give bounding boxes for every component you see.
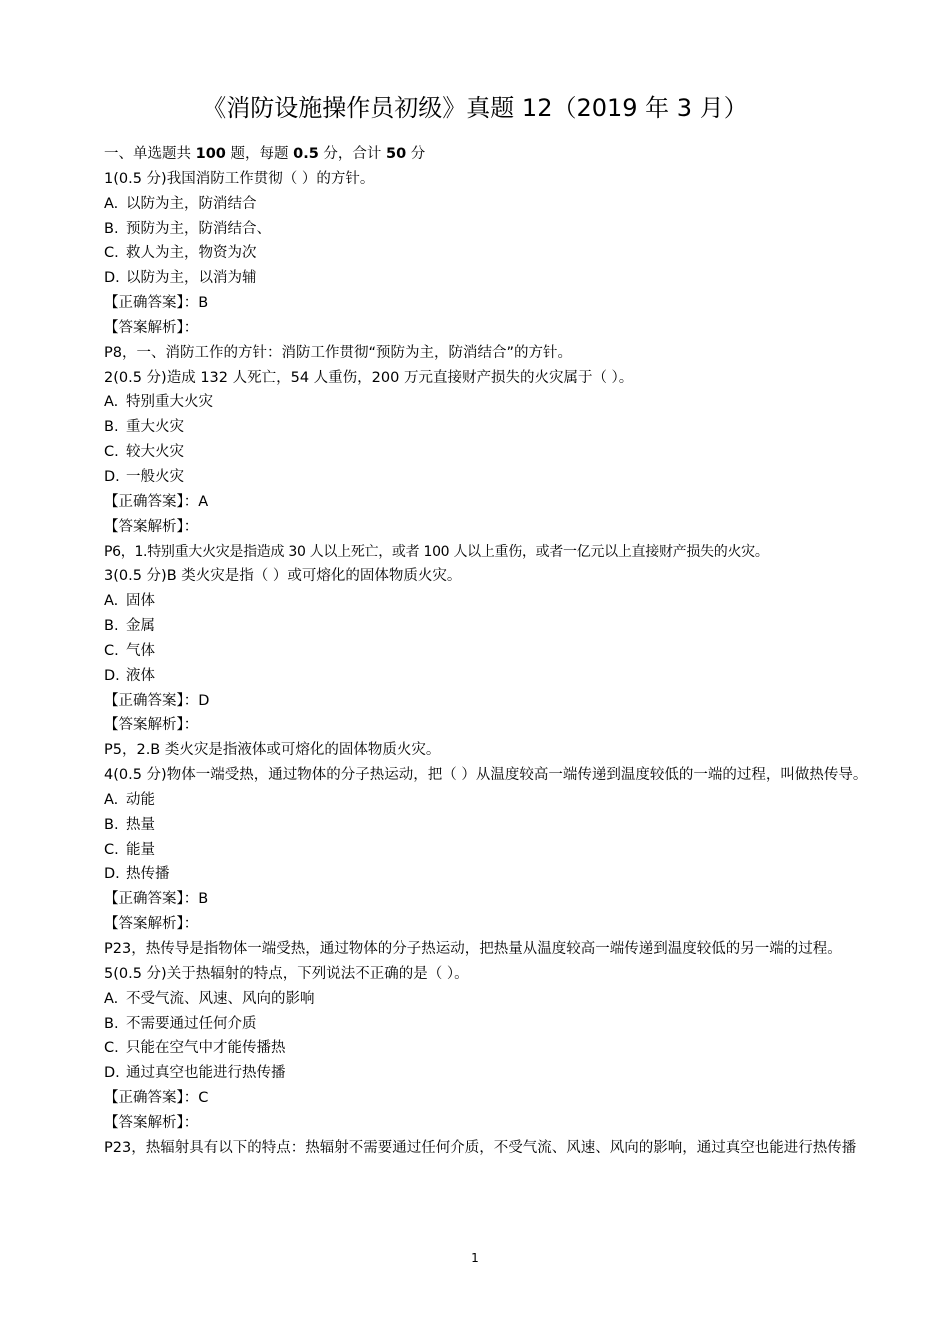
analysis-label: 【答案解析】：	[104, 916, 199, 933]
document-body	[104, 142, 880, 1161]
option-a: A. 以防为主，防消结合	[104, 195, 257, 212]
option-b: B. 不需要通过任何介质	[104, 1015, 257, 1032]
section-header: 一、单选题共 100 题，每题 0.5 分，合计 50 分	[104, 146, 426, 162]
analysis-label: 【答案解析】：	[104, 319, 199, 336]
option-c: C. 只能在空气中才能传播热	[104, 1040, 286, 1057]
analysis-text: P23，热辐射具有以下的特点：热辐射不需要通过任何介质，不受气流、风速、风向的影响，通过真空也能进行热传播	[104, 1139, 857, 1156]
analysis-label: 【答案解析】：	[104, 1114, 199, 1131]
question-5	[104, 962, 880, 1161]
question-stem: 5(0.5 分)关于热辐射的特点，下列说法不正确的是（ ）。	[104, 965, 469, 982]
analysis-text: P6，1.特别重大火灾是指造成 30 人以上死亡，或者 100 人以上重伤，或者一亿元以上直接财产损失的火灾。	[104, 543, 769, 560]
correct-answer: 【正确答案】：C	[104, 1090, 209, 1107]
question-stem: 2(0.5 分)造成 132 人死亡，54 人重伤，200 万元直接财产损失的火灾属于（ ）。	[104, 369, 634, 386]
page-number: 1	[471, 1251, 479, 1265]
option-c: C. 能量	[104, 841, 155, 858]
option-c: C. 气体	[104, 642, 155, 659]
correct-answer: 【正确答案】：B	[104, 891, 209, 908]
option-d: D. 热传播	[104, 866, 170, 883]
option-c: C. 较大火灾	[104, 444, 184, 461]
correct-answer: 【正确答案】：D	[104, 692, 210, 709]
option-a: A. 特别重大火灾	[104, 394, 213, 411]
question-2	[104, 366, 880, 565]
option-d: D. 以防为主，以消为辅	[104, 270, 257, 287]
option-a: A. 不受气流、风速、风向的影响	[104, 990, 315, 1007]
analysis-text: P23，热传导是指物体一端受热，通过物体的分子热运动，把热量从温度较高一端传递到温度较低的另一端的过程。	[104, 941, 842, 957]
option-d: D. 通过真空也能进行热传播	[104, 1065, 286, 1082]
document-title: 《消防设施操作员初级》真题 12（2019 年 3 月）	[202, 94, 748, 122]
option-d: D. 一般火灾	[104, 468, 184, 485]
option-c: C. 救人为主，物资为次	[104, 245, 257, 262]
question-stem: 3(0.5 分)B 类火灾是指（ ）或可熔化的固体物质火灾。	[104, 568, 462, 585]
option-a: A. 动能	[104, 791, 155, 808]
option-b: B. 重大火灾	[104, 419, 184, 436]
option-a: A. 固体	[104, 593, 155, 610]
option-b: B. 热量	[104, 816, 155, 833]
analysis-label: 【答案解析】：	[104, 518, 199, 535]
option-b: B. 金属	[104, 618, 155, 635]
correct-answer: 【正确答案】：A	[104, 493, 209, 510]
question-stem: 4(0.5 分)物体一端受热，通过物体的分子热运动，把（ ）从温度较高一端传递到温度较低的一端的过程，叫做热传导。	[104, 767, 868, 784]
correct-answer: 【正确答案】：B	[104, 295, 209, 312]
question-3	[104, 564, 880, 763]
question-4	[104, 763, 880, 962]
option-d: D. 液体	[104, 667, 155, 684]
question-1	[104, 167, 880, 366]
analysis-text: P8，一、消防工作的方针：消防工作贯彻“预防为主，防消结合”的方针。	[104, 344, 572, 361]
analysis-label: 【答案解析】：	[104, 717, 199, 734]
analysis-text: P5，2.B 类火灾是指液体或可熔化的固体物质火灾。	[104, 742, 441, 759]
question-stem: 1(0.5 分)我国消防工作贯彻（ ）的方针。	[104, 170, 375, 187]
option-b: B. 预防为主，防消结合、	[104, 220, 271, 237]
